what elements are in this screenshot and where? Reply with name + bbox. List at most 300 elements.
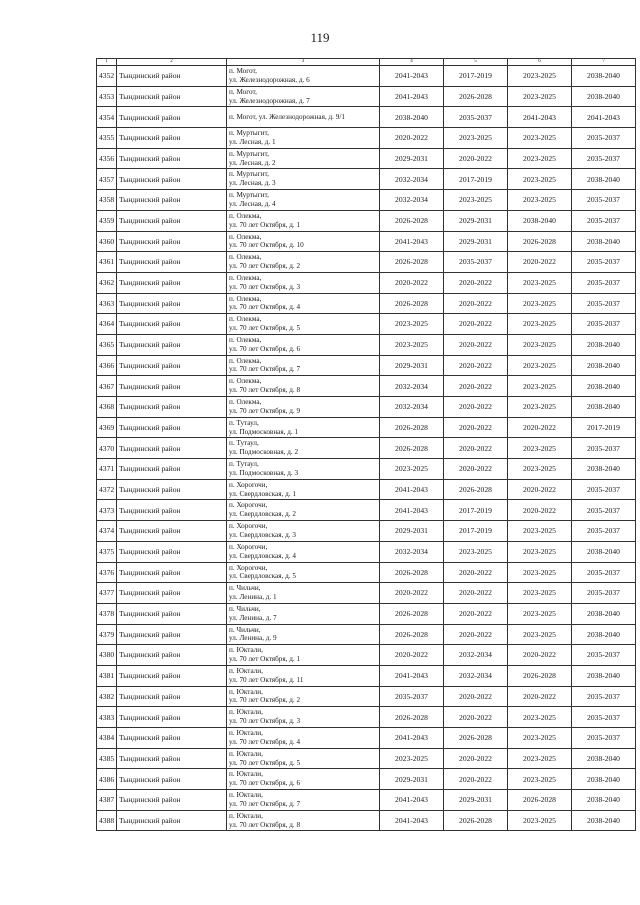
period-cell: 2023-2025 bbox=[508, 148, 572, 169]
period-cell: 2041-2043 bbox=[380, 231, 444, 252]
address-cell: п. Муртыгит, ул. Лесная, д. 4 bbox=[227, 190, 380, 211]
period-cell: 2038-2040 bbox=[508, 210, 572, 231]
period-cell: 2038-2040 bbox=[572, 459, 636, 480]
column-header: 2 bbox=[117, 59, 227, 66]
column-header: 1 bbox=[97, 59, 117, 66]
district-cell: Тындинский район bbox=[117, 790, 227, 811]
period-cell: 2038-2040 bbox=[572, 334, 636, 355]
row-number: 4355 bbox=[97, 128, 117, 149]
period-cell: 2023-2025 bbox=[380, 748, 444, 769]
period-cell: 2026-2028 bbox=[380, 624, 444, 645]
row-number: 4364 bbox=[97, 314, 117, 335]
period-cell: 2020-2022 bbox=[444, 397, 508, 418]
period-cell: 2020-2022 bbox=[508, 479, 572, 500]
table-row bbox=[97, 334, 636, 355]
period-cell: 2026-2028 bbox=[380, 603, 444, 624]
period-cell: 2041-2043 bbox=[572, 107, 636, 128]
row-number: 4386 bbox=[97, 769, 117, 790]
period-cell: 2035-2037 bbox=[572, 210, 636, 231]
period-cell: 2023-2025 bbox=[508, 272, 572, 293]
period-cell: 2038-2040 bbox=[572, 624, 636, 645]
period-cell: 2032-2034 bbox=[380, 376, 444, 397]
table-row bbox=[97, 459, 636, 480]
address-cell: п. Тутаул, ул. Подмосковная, д. 1 bbox=[227, 417, 380, 438]
period-cell: 2035-2037 bbox=[572, 148, 636, 169]
period-cell: 2023-2025 bbox=[444, 190, 508, 211]
period-cell: 2038-2040 bbox=[572, 66, 636, 87]
address-cell: п. Олекма, ул. 70 лет Октября, д. 4 bbox=[227, 293, 380, 314]
period-cell: 2026-2028 bbox=[508, 790, 572, 811]
address-cell: п. Хорогочи, ул. Свердловская, д. 1 bbox=[227, 479, 380, 500]
table-row bbox=[97, 645, 636, 666]
district-cell: Тындинский район bbox=[117, 624, 227, 645]
address-cell: п. Муртыгит, ул. Лесная, д. 1 bbox=[227, 128, 380, 149]
address-cell: п. Юктали, ул. 70 лет Октября, д. 7 bbox=[227, 790, 380, 811]
district-cell: Тындинский район bbox=[117, 397, 227, 418]
period-cell: 2035-2037 bbox=[572, 728, 636, 749]
table-row bbox=[97, 355, 636, 376]
table-row bbox=[97, 190, 636, 211]
address-cell: п. Могот, ул. Железнодорожная, д. 6 bbox=[227, 66, 380, 87]
period-cell: 2029-2031 bbox=[380, 355, 444, 376]
page-number: 119 bbox=[310, 30, 330, 45]
row-number: 4369 bbox=[97, 417, 117, 438]
period-cell: 2020-2022 bbox=[444, 376, 508, 397]
table-row bbox=[97, 562, 636, 583]
district-cell: Тындинский район bbox=[117, 148, 227, 169]
column-header: 6 bbox=[508, 59, 572, 66]
period-cell: 2041-2043 bbox=[380, 810, 444, 831]
period-cell: 2020-2022 bbox=[444, 417, 508, 438]
district-cell: Тындинский район bbox=[117, 231, 227, 252]
table-row bbox=[97, 541, 636, 562]
column-header: 3 bbox=[227, 59, 380, 66]
period-cell: 2035-2037 bbox=[444, 252, 508, 273]
period-cell: 2023-2025 bbox=[444, 541, 508, 562]
district-cell: Тындинский район bbox=[117, 665, 227, 686]
period-cell: 2035-2037 bbox=[444, 107, 508, 128]
district-cell: Тындинский район bbox=[117, 334, 227, 355]
address-cell: п. Хорогочи, ул. Свердловская, д. 3 bbox=[227, 521, 380, 542]
period-cell: 2038-2040 bbox=[572, 397, 636, 418]
district-cell: Тындинский район bbox=[117, 272, 227, 293]
table-row bbox=[97, 624, 636, 645]
district-cell: Тындинский район bbox=[117, 459, 227, 480]
table-row bbox=[97, 272, 636, 293]
address-cell: п. Хорогочи, ул. Свердловская, д. 5 bbox=[227, 562, 380, 583]
address-cell: п. Чильчи, ул. Ленина, д. 1 bbox=[227, 583, 380, 604]
period-cell: 2032-2034 bbox=[444, 665, 508, 686]
period-cell: 2020-2022 bbox=[444, 562, 508, 583]
address-cell: п. Олекма, ул. 70 лет Октября, д. 3 bbox=[227, 272, 380, 293]
district-cell: Тындинский район bbox=[117, 355, 227, 376]
period-cell: 2035-2037 bbox=[572, 707, 636, 728]
table-row bbox=[97, 252, 636, 273]
period-cell: 2032-2034 bbox=[380, 169, 444, 190]
period-cell: 2020-2022 bbox=[444, 686, 508, 707]
row-number: 4363 bbox=[97, 293, 117, 314]
district-cell: Тындинский район bbox=[117, 169, 227, 190]
period-cell: 2020-2022 bbox=[508, 686, 572, 707]
district-cell: Тындинский район bbox=[117, 748, 227, 769]
row-number: 4388 bbox=[97, 810, 117, 831]
period-cell: 2023-2025 bbox=[508, 541, 572, 562]
period-cell: 2020-2022 bbox=[444, 583, 508, 604]
address-cell: п. Хорогочи, ул. Свердловская, д. 4 bbox=[227, 541, 380, 562]
period-cell: 2035-2037 bbox=[572, 479, 636, 500]
address-cell: п. Юктали, ул. 70 лет Октября, д. 5 bbox=[227, 748, 380, 769]
district-cell: Тындинский район bbox=[117, 314, 227, 335]
address-cell: п. Олекма, ул. 70 лет Октября, д. 10 bbox=[227, 231, 380, 252]
period-cell: 2020-2022 bbox=[444, 314, 508, 335]
period-cell: 2035-2037 bbox=[572, 562, 636, 583]
period-cell: 2041-2043 bbox=[380, 665, 444, 686]
column-header: 5 bbox=[444, 59, 508, 66]
district-cell: Тындинский район bbox=[117, 500, 227, 521]
period-cell: 2038-2040 bbox=[572, 810, 636, 831]
address-cell: п. Олекма, ул. 70 лет Октября, д. 7 bbox=[227, 355, 380, 376]
period-cell: 2038-2040 bbox=[572, 231, 636, 252]
district-cell: Тындинский район bbox=[117, 769, 227, 790]
row-number: 4382 bbox=[97, 686, 117, 707]
address-cell: п. Олекма, ул. 70 лет Октября, д. 8 bbox=[227, 376, 380, 397]
district-cell: Тындинский район bbox=[117, 541, 227, 562]
period-cell: 2026-2028 bbox=[380, 438, 444, 459]
district-cell: Тындинский район bbox=[117, 417, 227, 438]
period-cell: 2032-2034 bbox=[380, 397, 444, 418]
period-cell: 2026-2028 bbox=[380, 293, 444, 314]
district-cell: Тындинский район bbox=[117, 438, 227, 459]
period-cell: 2035-2037 bbox=[572, 438, 636, 459]
period-cell: 2020-2022 bbox=[508, 500, 572, 521]
period-cell: 2023-2025 bbox=[508, 562, 572, 583]
period-cell: 2026-2028 bbox=[508, 231, 572, 252]
row-number: 4383 bbox=[97, 707, 117, 728]
address-cell: п. Олекма, ул. 70 лет Октября, д. 9 bbox=[227, 397, 380, 418]
row-number: 4372 bbox=[97, 479, 117, 500]
district-cell: Тындинский район bbox=[117, 107, 227, 128]
table-row bbox=[97, 479, 636, 500]
period-cell: 2020-2022 bbox=[444, 438, 508, 459]
row-number: 4358 bbox=[97, 190, 117, 211]
table-row bbox=[97, 748, 636, 769]
period-cell: 2023-2025 bbox=[380, 314, 444, 335]
table-row bbox=[97, 686, 636, 707]
district-cell: Тындинский район bbox=[117, 86, 227, 107]
period-cell: 2020-2022 bbox=[380, 272, 444, 293]
period-cell: 2023-2025 bbox=[508, 128, 572, 149]
district-cell: Тындинский район bbox=[117, 479, 227, 500]
row-number: 4385 bbox=[97, 748, 117, 769]
row-number: 4360 bbox=[97, 231, 117, 252]
table-row bbox=[97, 314, 636, 335]
address-cell: п. Чильчи, ул. Ленина, д. 7 bbox=[227, 603, 380, 624]
period-cell: 2041-2043 bbox=[380, 479, 444, 500]
period-cell: 2023-2025 bbox=[508, 748, 572, 769]
period-cell: 2023-2025 bbox=[508, 583, 572, 604]
row-number: 4374 bbox=[97, 521, 117, 542]
row-number: 4378 bbox=[97, 603, 117, 624]
period-cell: 2032-2034 bbox=[380, 190, 444, 211]
period-cell: 2035-2037 bbox=[572, 500, 636, 521]
table-row bbox=[97, 728, 636, 749]
period-cell: 2035-2037 bbox=[572, 686, 636, 707]
table-row bbox=[97, 810, 636, 831]
period-cell: 2020-2022 bbox=[444, 148, 508, 169]
period-cell: 2035-2037 bbox=[572, 583, 636, 604]
period-cell: 2023-2025 bbox=[508, 314, 572, 335]
row-number: 4366 bbox=[97, 355, 117, 376]
period-cell: 2029-2031 bbox=[380, 521, 444, 542]
table-row bbox=[97, 707, 636, 728]
address-cell: п. Юктали, ул. 70 лет Октября, д. 6 bbox=[227, 769, 380, 790]
period-cell: 2035-2037 bbox=[572, 190, 636, 211]
period-cell: 2035-2037 bbox=[572, 314, 636, 335]
period-cell: 2023-2025 bbox=[508, 334, 572, 355]
period-cell: 2026-2028 bbox=[380, 562, 444, 583]
period-cell: 2041-2043 bbox=[380, 728, 444, 749]
period-cell: 2029-2031 bbox=[444, 210, 508, 231]
period-cell: 2017-2019 bbox=[444, 521, 508, 542]
address-cell: п. Хорогочи, ул. Свердловская, д. 2 bbox=[227, 500, 380, 521]
period-cell: 2026-2028 bbox=[444, 86, 508, 107]
period-cell: 2029-2031 bbox=[380, 769, 444, 790]
period-cell: 2017-2019 bbox=[444, 66, 508, 87]
table-row bbox=[97, 438, 636, 459]
period-cell: 2035-2037 bbox=[572, 272, 636, 293]
column-header: 7 bbox=[572, 59, 636, 66]
district-cell: Тындинский район bbox=[117, 128, 227, 149]
address-cell: п. Олекма, ул. 70 лет Октября, д. 2 bbox=[227, 252, 380, 273]
address-cell: п. Олекма, ул. 70 лет Октября, д. 6 bbox=[227, 334, 380, 355]
district-cell: Тындинский район bbox=[117, 252, 227, 273]
period-cell: 2020-2022 bbox=[508, 417, 572, 438]
district-cell: Тындинский район bbox=[117, 686, 227, 707]
period-cell: 2023-2025 bbox=[508, 769, 572, 790]
period-cell: 2032-2034 bbox=[444, 645, 508, 666]
period-cell: 2026-2028 bbox=[444, 479, 508, 500]
address-cell: п. Юктали, ул. 70 лет Октября, д. 1 bbox=[227, 645, 380, 666]
district-cell: Тындинский район bbox=[117, 376, 227, 397]
period-cell: 2023-2025 bbox=[508, 810, 572, 831]
table-body bbox=[97, 66, 636, 831]
period-cell: 2023-2025 bbox=[508, 521, 572, 542]
district-cell: Тындинский район bbox=[117, 190, 227, 211]
period-cell: 2023-2025 bbox=[508, 728, 572, 749]
address-cell: п. Юктали, ул. 70 лет Октября, д. 2 bbox=[227, 686, 380, 707]
table-row bbox=[97, 603, 636, 624]
district-cell: Тындинский район bbox=[117, 645, 227, 666]
table-row bbox=[97, 417, 636, 438]
table-row bbox=[97, 376, 636, 397]
row-number: 4353 bbox=[97, 86, 117, 107]
district-cell: Тындинский район bbox=[117, 707, 227, 728]
period-cell: 2035-2037 bbox=[572, 128, 636, 149]
address-cell: п. Могот, ул. Железнодорожная, д. 9/1 bbox=[227, 107, 380, 128]
district-cell: Тындинский район bbox=[117, 210, 227, 231]
housing-registry-table bbox=[96, 58, 636, 831]
period-cell: 2023-2025 bbox=[508, 190, 572, 211]
row-number: 4361 bbox=[97, 252, 117, 273]
period-cell: 2017-2019 bbox=[444, 169, 508, 190]
period-cell: 2026-2028 bbox=[380, 417, 444, 438]
period-cell: 2035-2037 bbox=[572, 645, 636, 666]
period-cell: 2020-2022 bbox=[444, 459, 508, 480]
period-cell: 2041-2043 bbox=[380, 500, 444, 521]
district-cell: Тындинский район bbox=[117, 293, 227, 314]
period-cell: 2041-2043 bbox=[508, 107, 572, 128]
period-cell: 2020-2022 bbox=[444, 707, 508, 728]
period-cell: 2023-2025 bbox=[508, 66, 572, 87]
period-cell: 2017-2019 bbox=[444, 500, 508, 521]
table-row bbox=[97, 583, 636, 604]
row-number: 4362 bbox=[97, 272, 117, 293]
period-cell: 2029-2031 bbox=[444, 790, 508, 811]
row-number: 4352 bbox=[97, 66, 117, 87]
period-cell: 2017-2019 bbox=[572, 417, 636, 438]
period-cell: 2023-2025 bbox=[508, 376, 572, 397]
period-cell: 2041-2043 bbox=[380, 86, 444, 107]
row-number: 4354 bbox=[97, 107, 117, 128]
address-cell: п. Юктали, ул. 70 лет Октября, д. 4 bbox=[227, 728, 380, 749]
district-cell: Тындинский район bbox=[117, 521, 227, 542]
address-cell: п. Юктали, ул. 70 лет Октября, д. 11 bbox=[227, 665, 380, 686]
address-cell: п. Юктали, ул. 70 лет Октября, д. 8 bbox=[227, 810, 380, 831]
period-cell: 2023-2025 bbox=[508, 624, 572, 645]
period-cell: 2026-2028 bbox=[444, 810, 508, 831]
period-cell: 2035-2037 bbox=[380, 686, 444, 707]
period-cell: 2020-2022 bbox=[508, 252, 572, 273]
period-cell: 2020-2022 bbox=[444, 624, 508, 645]
period-cell: 2023-2025 bbox=[380, 459, 444, 480]
row-number: 4356 bbox=[97, 148, 117, 169]
row-number: 4367 bbox=[97, 376, 117, 397]
period-cell: 2038-2040 bbox=[572, 748, 636, 769]
table-row bbox=[97, 86, 636, 107]
row-number: 4359 bbox=[97, 210, 117, 231]
row-number: 4376 bbox=[97, 562, 117, 583]
period-cell: 2023-2025 bbox=[508, 603, 572, 624]
period-cell: 2020-2022 bbox=[380, 645, 444, 666]
period-cell: 2038-2040 bbox=[572, 169, 636, 190]
period-cell: 2023-2025 bbox=[444, 128, 508, 149]
period-cell: 2020-2022 bbox=[444, 603, 508, 624]
period-cell: 2041-2043 bbox=[380, 790, 444, 811]
row-number: 4387 bbox=[97, 790, 117, 811]
district-cell: Тындинский район bbox=[117, 66, 227, 87]
table-row bbox=[97, 790, 636, 811]
period-cell: 2020-2022 bbox=[444, 293, 508, 314]
period-cell: 2038-2040 bbox=[572, 769, 636, 790]
district-cell: Тындинский район bbox=[117, 603, 227, 624]
row-number: 4368 bbox=[97, 397, 117, 418]
table-row bbox=[97, 210, 636, 231]
table-row bbox=[97, 66, 636, 87]
district-cell: Тындинский район bbox=[117, 728, 227, 749]
period-cell: 2038-2040 bbox=[572, 665, 636, 686]
column-header: 4 bbox=[380, 59, 444, 66]
period-cell: 2038-2040 bbox=[572, 86, 636, 107]
district-cell: Тындинский район bbox=[117, 562, 227, 583]
period-cell: 2038-2040 bbox=[572, 603, 636, 624]
district-cell: Тындинский район bbox=[117, 583, 227, 604]
row-number: 4377 bbox=[97, 583, 117, 604]
period-cell: 2020-2022 bbox=[444, 355, 508, 376]
period-cell: 2023-2025 bbox=[508, 459, 572, 480]
period-cell: 2041-2043 bbox=[380, 66, 444, 87]
address-cell: п. Олекма, ул. 70 лет Октября, д. 1 bbox=[227, 210, 380, 231]
row-number: 4379 bbox=[97, 624, 117, 645]
period-cell: 2023-2025 bbox=[508, 707, 572, 728]
address-cell: п. Муртыгит, ул. Лесная, д. 2 bbox=[227, 148, 380, 169]
table-row bbox=[97, 128, 636, 149]
row-number: 4371 bbox=[97, 459, 117, 480]
period-cell: 2035-2037 bbox=[572, 293, 636, 314]
row-number: 4357 bbox=[97, 169, 117, 190]
table-row bbox=[97, 293, 636, 314]
table-row bbox=[97, 231, 636, 252]
period-cell: 2026-2028 bbox=[444, 728, 508, 749]
period-cell: 2026-2028 bbox=[380, 210, 444, 231]
address-cell: п. Чильчи, ул. Ленина, д. 9 bbox=[227, 624, 380, 645]
period-cell: 2023-2025 bbox=[508, 438, 572, 459]
table-row bbox=[97, 500, 636, 521]
address-cell: п. Муртыгит, ул. Лесная, д. 3 bbox=[227, 169, 380, 190]
row-number: 4365 bbox=[97, 334, 117, 355]
period-cell: 2023-2025 bbox=[508, 169, 572, 190]
period-cell: 2038-2040 bbox=[572, 376, 636, 397]
period-cell: 2026-2028 bbox=[508, 665, 572, 686]
period-cell: 2020-2022 bbox=[444, 334, 508, 355]
table-row bbox=[97, 665, 636, 686]
period-cell: 2020-2022 bbox=[444, 748, 508, 769]
period-cell: 2023-2025 bbox=[380, 334, 444, 355]
period-cell: 2038-2040 bbox=[380, 107, 444, 128]
address-cell: п. Могот, ул. Железнодорожная, д. 7 bbox=[227, 86, 380, 107]
district-cell: Тындинский район bbox=[117, 810, 227, 831]
period-cell: 2023-2025 bbox=[508, 397, 572, 418]
address-cell: п. Тутаул, ул. Подмосковная, д. 3 bbox=[227, 459, 380, 480]
row-number: 4373 bbox=[97, 500, 117, 521]
period-cell: 2020-2022 bbox=[508, 645, 572, 666]
period-cell: 2023-2025 bbox=[508, 86, 572, 107]
period-cell: 2023-2025 bbox=[508, 355, 572, 376]
period-cell: 2023-2025 bbox=[508, 293, 572, 314]
row-number: 4384 bbox=[97, 728, 117, 749]
address-cell: п. Тутаул, ул. Подмосковная, д. 2 bbox=[227, 438, 380, 459]
address-cell: п. Олекма, ул. 70 лет Октября, д. 5 bbox=[227, 314, 380, 335]
period-cell: 2020-2022 bbox=[444, 769, 508, 790]
row-number: 4380 bbox=[97, 645, 117, 666]
period-cell: 2029-2031 bbox=[380, 148, 444, 169]
period-cell: 2020-2022 bbox=[444, 272, 508, 293]
column-number-row bbox=[97, 59, 636, 66]
period-cell: 2038-2040 bbox=[572, 541, 636, 562]
period-cell: 2032-2034 bbox=[380, 541, 444, 562]
table-row bbox=[97, 397, 636, 418]
period-cell: 2038-2040 bbox=[572, 790, 636, 811]
period-cell: 2035-2037 bbox=[572, 521, 636, 542]
row-number: 4370 bbox=[97, 438, 117, 459]
period-cell: 2038-2040 bbox=[572, 355, 636, 376]
address-cell: п. Юктали, ул. 70 лет Октября, д. 3 bbox=[227, 707, 380, 728]
period-cell: 2026-2028 bbox=[380, 252, 444, 273]
period-cell: 2029-2031 bbox=[444, 231, 508, 252]
row-number: 4381 bbox=[97, 665, 117, 686]
row-number: 4375 bbox=[97, 541, 117, 562]
table-row bbox=[97, 769, 636, 790]
period-cell: 2026-2028 bbox=[380, 707, 444, 728]
